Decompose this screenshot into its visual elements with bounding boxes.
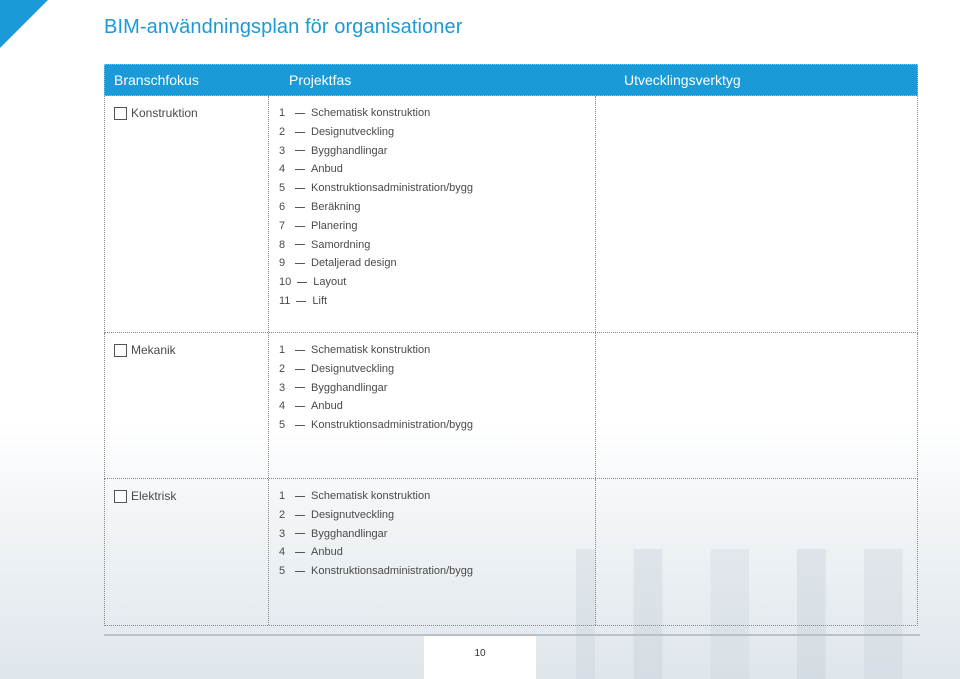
phase-number: 9	[279, 257, 286, 270]
table-row	[104, 96, 918, 333]
phase-number: 7	[279, 219, 286, 232]
checkbox[interactable]	[114, 344, 127, 357]
phase-item	[279, 236, 595, 255]
phase-number: 4	[279, 546, 286, 559]
phase-number: 1	[279, 344, 286, 356]
phase-label: Anbud	[311, 400, 343, 413]
phase-item	[279, 273, 595, 292]
table-header	[104, 64, 918, 96]
tools-cell	[596, 333, 917, 478]
focus-cell	[105, 96, 269, 332]
page-number: 10	[474, 648, 486, 659]
phase-number: 1	[279, 490, 286, 502]
dash-icon	[295, 169, 305, 170]
dash-icon	[295, 496, 305, 497]
phase-label: Anbud	[311, 163, 343, 176]
phase-item	[279, 198, 595, 217]
dash-icon	[295, 150, 305, 151]
phase-number: 2	[279, 125, 286, 138]
phase-item	[279, 543, 595, 562]
checkbox[interactable]	[114, 107, 127, 120]
dash-icon	[295, 132, 305, 133]
phase-item	[279, 487, 595, 506]
header-utvecklingsverktyg: Utvecklingsverktyg	[624, 72, 741, 88]
phase-label: Bygghandlingar	[311, 381, 388, 394]
phase-item	[279, 562, 595, 581]
phase-number: 5	[279, 419, 286, 432]
phase-label: Konstruktionsadministration/bygg	[311, 182, 474, 195]
dash-icon	[295, 387, 305, 388]
phase-label: Samordning	[311, 238, 371, 251]
phase-label: Designutveckling	[311, 508, 395, 521]
phase-item	[279, 525, 595, 544]
phase-item	[279, 254, 595, 273]
phase-label: Schematisk konstruktion	[311, 490, 431, 502]
header-branschfokus: Branschfokus	[114, 72, 199, 88]
dash-icon	[295, 406, 305, 407]
phase-label: Schematisk konstruktion	[311, 107, 431, 119]
dash-icon	[295, 188, 305, 189]
dash-icon	[295, 369, 305, 370]
phase-number: 4	[279, 400, 286, 413]
phase-label: Konstruktionsadministration/bygg	[311, 565, 474, 578]
phase-item	[279, 341, 595, 360]
dash-icon	[295, 552, 305, 553]
phase-label: Designutveckling	[311, 362, 395, 375]
phase-number: 1	[279, 107, 286, 119]
phase-label: Konstruktionsadministration/bygg	[311, 419, 474, 432]
phase-cell	[269, 96, 596, 332]
phase-item	[279, 217, 595, 236]
dash-icon	[295, 533, 305, 534]
phase-label: Designutveckling	[311, 125, 395, 138]
dash-icon	[295, 515, 305, 516]
dash-icon	[297, 282, 307, 283]
phase-cell	[269, 333, 596, 478]
header-projektfas: Projektfas	[289, 72, 352, 88]
phase-number: 3	[279, 527, 286, 540]
phase-item	[279, 179, 595, 198]
dash-icon	[295, 425, 305, 426]
phase-number: 10	[279, 276, 292, 289]
phase-item	[279, 416, 595, 435]
focus-option	[114, 343, 268, 357]
dash-icon	[295, 350, 305, 351]
tools-cell	[596, 96, 917, 332]
phase-label: Detaljerad design	[311, 257, 397, 270]
phase-number: 2	[279, 362, 286, 375]
table-row	[104, 479, 918, 626]
phase-label: Anbud	[311, 546, 343, 559]
dash-icon	[295, 571, 305, 572]
phase-item	[279, 123, 595, 142]
phase-label: Planering	[311, 219, 358, 232]
focus-label: Mekanik	[131, 343, 176, 357]
phase-number: 3	[279, 144, 286, 157]
phase-item	[279, 379, 595, 398]
dash-icon	[296, 301, 306, 302]
dash-icon	[295, 207, 305, 208]
focus-label: Elektrisk	[131, 489, 177, 503]
checkbox[interactable]	[114, 490, 127, 503]
phase-label: Beräkning	[311, 200, 361, 213]
focus-cell	[105, 479, 269, 625]
table-row	[104, 333, 918, 479]
phase-number: 4	[279, 163, 286, 176]
phase-item	[279, 142, 595, 161]
phase-number: 3	[279, 381, 286, 394]
phase-label: Bygghandlingar	[311, 527, 388, 540]
phase-number: 8	[279, 238, 286, 251]
phase-number: 5	[279, 565, 286, 578]
tools-cell	[596, 479, 917, 625]
dash-icon	[295, 244, 305, 245]
corner-accent	[0, 0, 48, 48]
phase-item	[279, 104, 595, 123]
page-title: BIM-användningsplan för organisationer	[104, 16, 463, 38]
phase-item	[279, 360, 595, 379]
phase-number: 11	[279, 294, 291, 307]
phase-item	[279, 160, 595, 179]
dash-icon	[295, 226, 305, 227]
dash-icon	[295, 113, 305, 114]
focus-label: Konstruktion	[131, 106, 198, 120]
phase-item	[279, 397, 595, 416]
phase-cell	[269, 479, 596, 625]
phase-item	[279, 292, 595, 311]
focus-option	[114, 106, 268, 120]
phase-number: 5	[279, 182, 286, 195]
phase-label: Schematisk konstruktion	[311, 344, 431, 356]
bim-plan-table	[104, 64, 918, 626]
focus-cell	[105, 333, 269, 478]
phase-label: Bygghandlingar	[311, 144, 388, 157]
phase-number: 2	[279, 508, 286, 521]
phase-label: Layout	[313, 276, 347, 289]
phase-number: 6	[279, 200, 286, 213]
phase-item	[279, 506, 595, 525]
phase-label: Lift	[312, 294, 328, 307]
focus-option	[114, 489, 268, 503]
dash-icon	[295, 263, 305, 264]
